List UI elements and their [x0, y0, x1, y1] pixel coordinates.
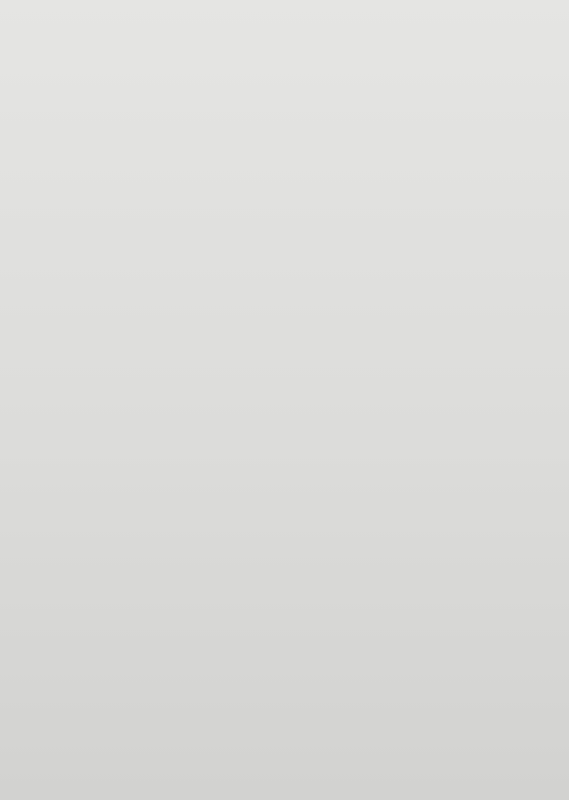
quiz-content [48, 8, 518, 20]
